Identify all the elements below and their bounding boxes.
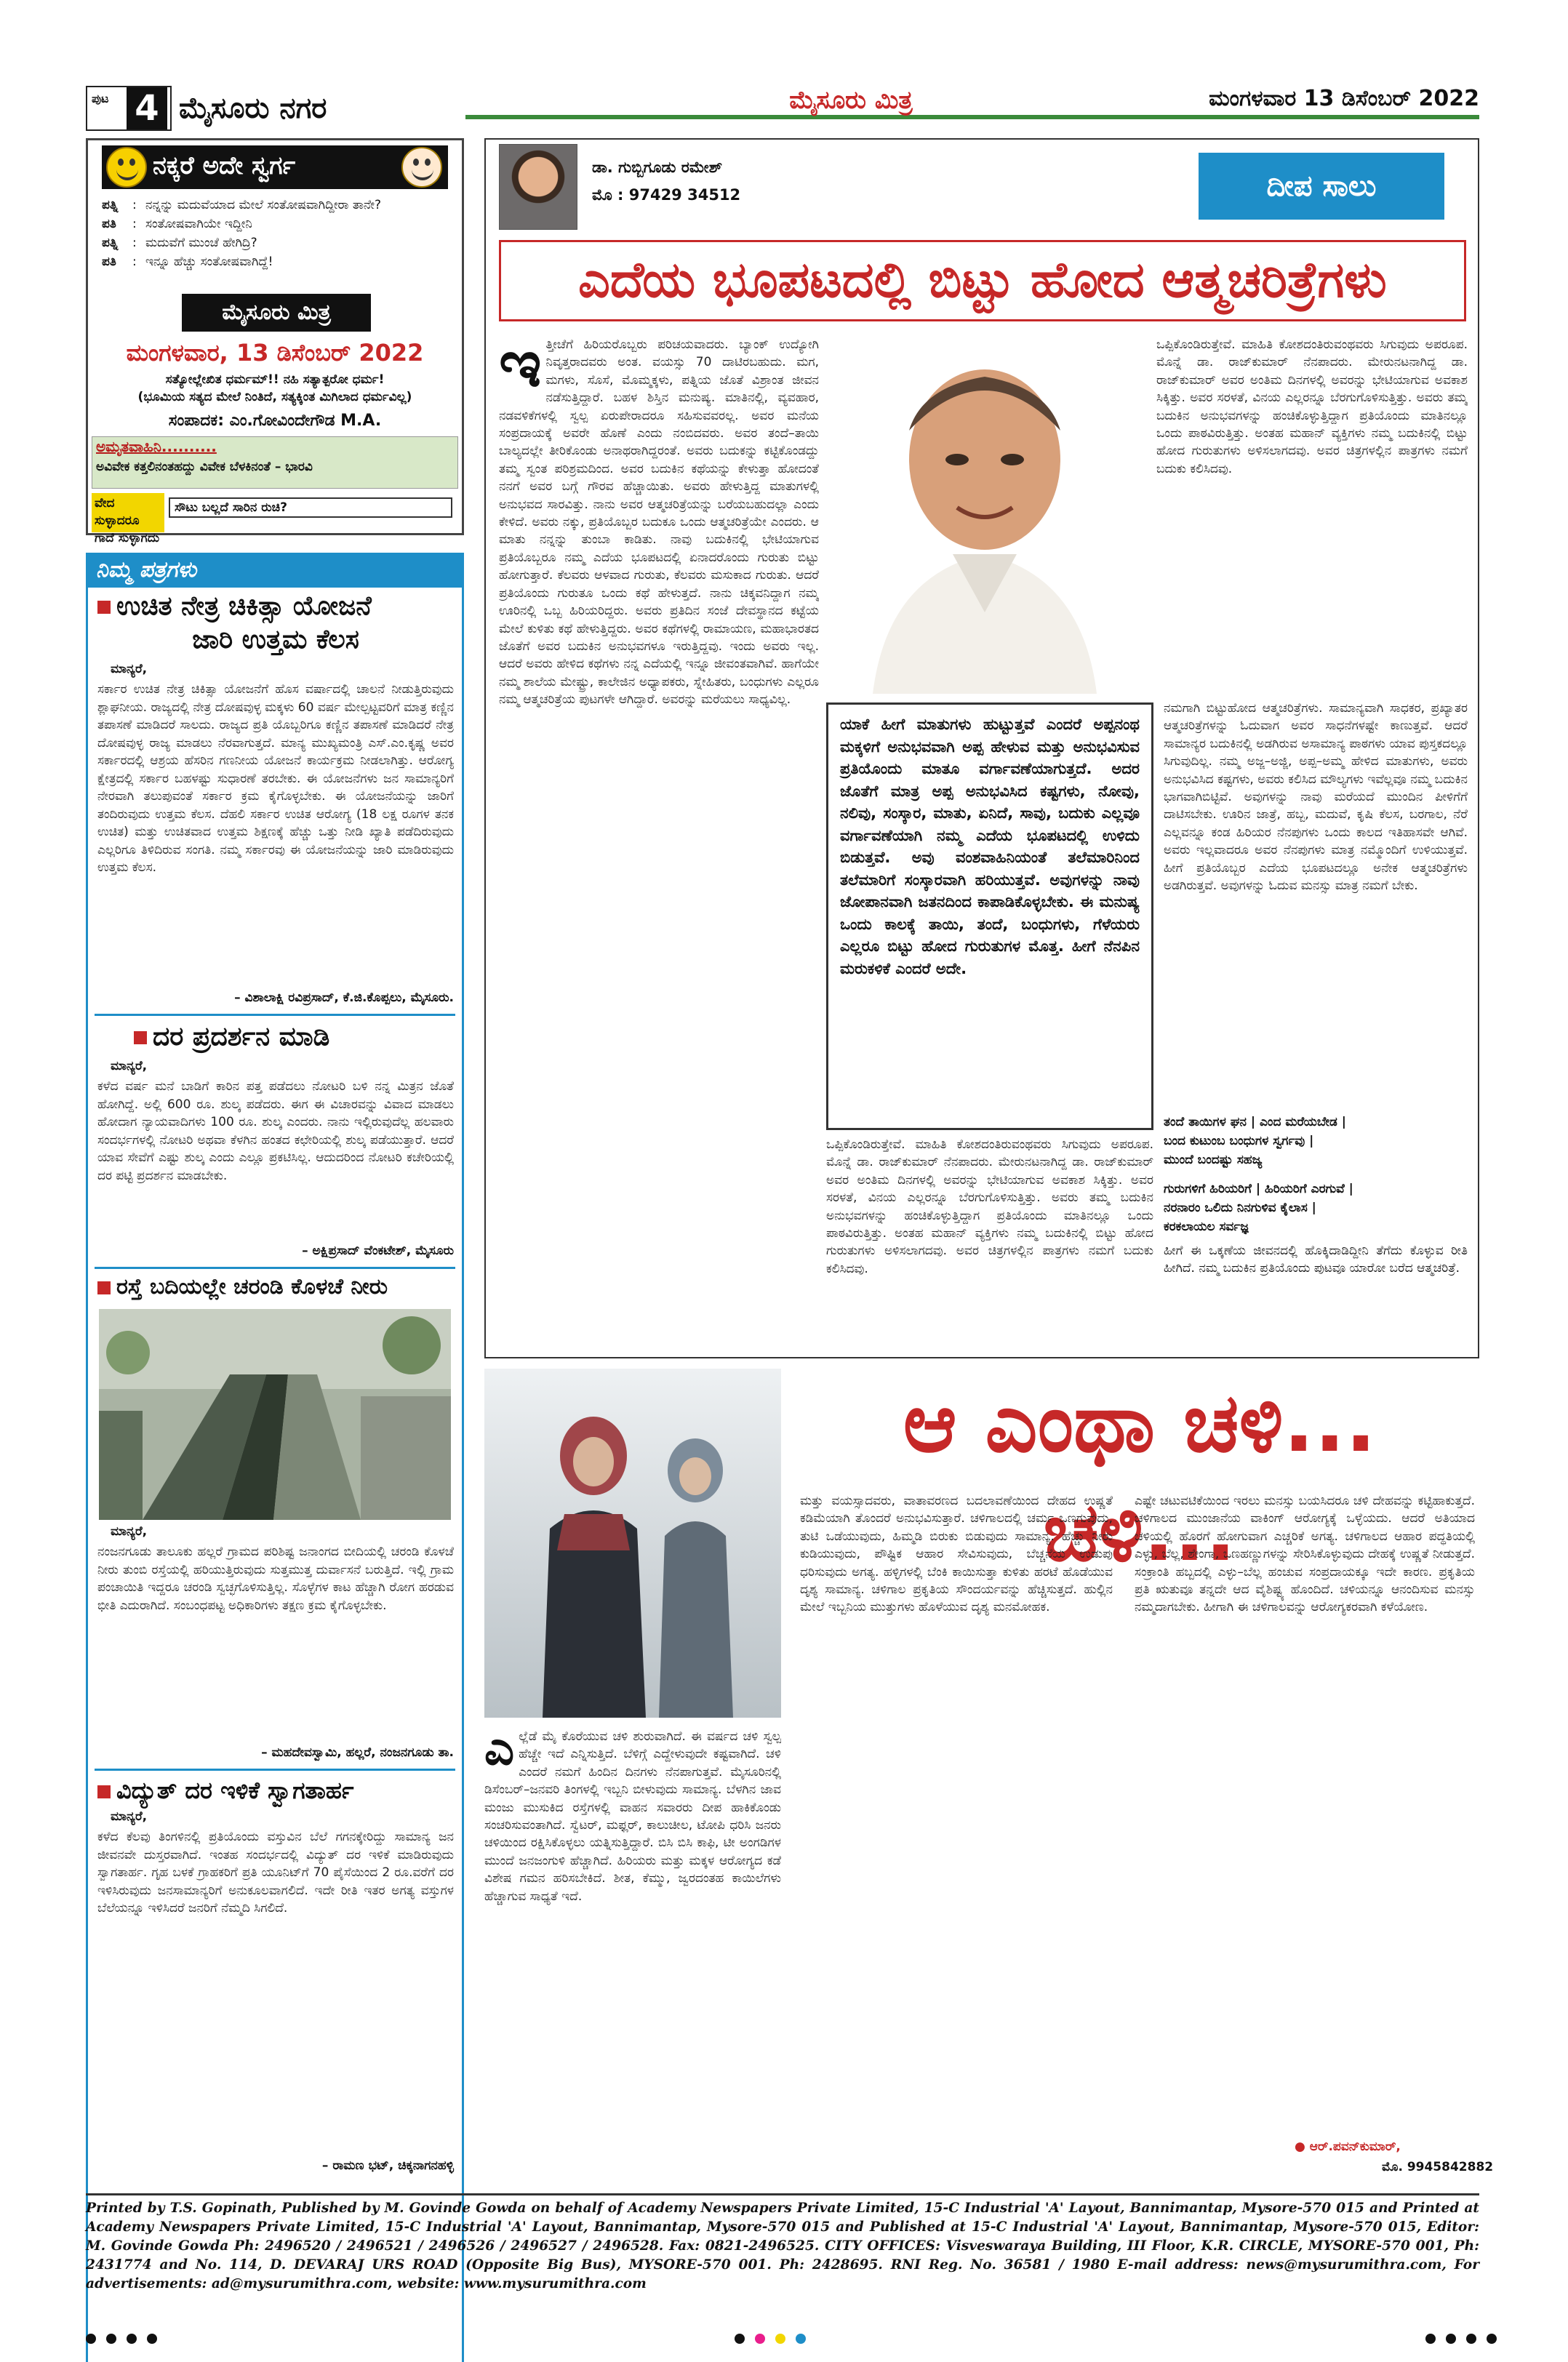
article-column-3: ನಮಗಾಗಿ ಬಿಟ್ಟುಹೋದ ಆತ್ಮಚರಿತ್ರೆಗಳು. ಸಾಮಾನ್ಯವಾಗಿ ಸಾಧಕರ, ಪ್ರಖ್ಯಾತರ ಆತ್ಮಚರಿತ್ರೆಗಳನ್ನು ಓದುವಾಗ ಅವರ ಸಾಧನೆಗಳಷ್ಟೇ ಕಾಣುತ್ತವೆ. ಆದರೆ ಸಾಮಾನ್ಯರ ಬದುಕಿನಲ್ಲಿ ಅಡಗಿರುವ ಅಸಾಮಾನ್ಯ ಪಾಠಗಳು ಯಾವ ಪುಸ್ತಕದಲ್ಲೂ ಸಿಗುವುದಿಲ್ಲ. ನಮ್ಮ ಅಜ್ಜ–ಅಜ್ಜಿ, ಅಪ್ಪ–ಅಮ್ಮ ಹೇಳಿದ ಮಾತುಗಳು, ಅವರು ಅನುಭವಿಸಿದ ಕಷ್ಟಗಳು, ಅವರು ಕಲಿಸಿದ ಮೌಲ್ಯಗಳು ಇವೆಲ್ಲವೂ ನಮ್ಮ ಬದುಕಿನ ಭಾಗವಾಗಿಬಿಟ್ಟಿವೆ. ಅವುಗಳನ್ನು ನಾವು ಮರೆಯದೆ ಮುಂದಿನ ಪೀಳಿಗೆಗೆ ದಾಟಿಸಬೇಕು. ಊರಿನ ಜಾತ್ರೆ, ಹಬ್ಬ, ಮದುವೆ, ಕೃಷಿ ಕೆಲಸ, ಬರಗಾಲ, ನೆರೆ ಎಲ್ಲವನ್ನೂ ಕಂಡ ಹಿರಿಯರ ನೆನಪುಗಳು ಒಂದು ಕಾಲದ ಇತಿಹಾಸವೇ ಆಗಿವೆ. ಅವರು ಇಲ್ಲವಾದರೂ ಅವರ ನೆನಪುಗಳು ಮಾತ್ರ ನಮ್ಮೊಂದಿಗೆ ಉಳಿಯುತ್ತವೆ. ಹೀಗೆ ಪ್ರತಿಯೊಬ್ಬರ ಎದೆಯ ಭೂಪಟದಲ್ಲೂ ಅನೇಕ ಆತ್ಮಚರಿತ್ರೆಗಳು ಅಡಗಿರುತ್ತವೆ. ಅವುಗಳನ್ನು ಓದುವ ಮನಸ್ಸು ಮಾತ್ರ ನಮಗೆ ಬೇಕು. (1164, 701, 1468, 894)
bullet-square-icon (97, 601, 111, 614)
cold-photo-illustration (484, 1369, 781, 1718)
joke-line: ಪತಿ : ಸಂತೋಷವಾಗಿಯೇ ಇದ್ದೀನಿ (102, 217, 252, 231)
cold-article-byline: ● ಆರ್.ಪವನ್‌ಕುಮಾರ್, (1295, 2139, 1401, 2154)
bullet-square-icon (97, 1281, 111, 1294)
letter-signature: – ವಿಶಾಲಾಕ್ಷಿ ರವಿಪ್ರಸಾದ್, ಕೆ.ಜಿ.ಕೊಪ್ಪಲು, ಮೈಸೂರು. (234, 990, 454, 1005)
article-portrait-photo (829, 336, 1146, 694)
joke-line: ಪತ್ನಿ : ನನ್ನನ್ನು ಮದುವೆಯಾದ ಮೇಲೆ ಸಂತೋಷವಾಗಿದ್ದೀರಾ ತಾನೇ? (102, 198, 381, 212)
paper-editor: ಸಂಪಾದಕ: ಎಂ.ಗೋವಿಂದೇಗೌಡ M.A. (168, 412, 382, 430)
letter-signature: – ಮಹದೇವಸ್ವಾಮಿ, ಹಲ್ಲರೆ, ನಂಜನಗೂಡು ತಾ. (261, 1745, 454, 1760)
article-headline: ಎದೆಯ ಭೂಪಟದಲ್ಲಿ ಬಿಟ್ಟು ಹೋದ ಆತ್ಮಚರಿತ್ರೆಗಳು (499, 240, 1466, 321)
page-label: ಪುಟ (92, 92, 109, 105)
proverb-title: ಅಮೃತವಾಹಿನಿ.......... (96, 438, 217, 455)
letter-signature: – ಅಕ್ಷಿಪ್ರಸಾದ್ ವೆಂಕಟೇಶ್, ಮೈಸೂರು (302, 1244, 454, 1258)
laughing-face-icon (106, 147, 147, 188)
letters-section-title: ನಿಮ್ಮ ಪತ್ರಗಳು (96, 557, 197, 583)
paper-date: ಮಂಗಳವಾರ, 13 ಡಿಸೆಂಬರ್ 2022 (126, 339, 424, 367)
footer-rule (86, 2193, 1479, 2195)
letter-body: ಸರ್ಕಾರ ಉಚಿತ ನೇತ್ರ ಚಿಕಿತ್ಸಾ ಯೋಜನೆಗೆ ಹೊಸ ವರ್ಷಾದಲ್ಲಿ ಚಾಲನೆ ನೀಡುತ್ತಿರುವುದು ಶ್ಲಾಘನೀಯ. ರಾಜ್ಯದಲ್ಲಿ ನೇತ್ರ ದೋಷವುಳ್ಳ ಮಕ್ಕಳು 60 ವರ್ಷ ಮೇಲ್ಪಟ್ಟವರಿಗೆ ಮಾತ್ರ ಕಣ್ಣಿನ ತಪಾಸಣೆ ಮಾಡಿದರೆ ಸಾಲದು. ರಾಜ್ಯದ ಪ್ರತಿ ಯೊಬ್ಬರಿಗೂ ಕಣ್ಣಿನ ತಪಾಸಣೆ ಮಾಡಿದರೆ ನೇತ್ರ ದೋಷವುಳ್ಳ ರಾಜ್ಯ ಮಾಡಲು ನೆರವಾಗುತ್ತದೆ. ಮಾನ್ಯ ಮುಖ್ಯಮಂತ್ರಿ ಎಸ್.ಎಂ.ಕೃಷ್ಣ ಅವರ ಸರ್ಕಾರದಲ್ಲಿ ಆಶ್ರಯ ಹೆಸರಿನ ಗಣನೀಯ ಯೋಜನೆ ಕಾರ್ಯಕ್ರಮ ನೀಡಲಾಗಿತ್ತು. ಆರೋಗ್ಯ ಕ್ಷೇತ್ರದಲ್ಲಿ ಸರ್ಕಾರ ಬಹಳಷ್ಟು ಸುಧಾರಣೆ ತರಬೇಕು. ಈ ಯೋಜನೆಗಳು ಜನ ಸಾಮಾನ್ಯರಿಗೆ ನೇರವಾಗಿ ತಲುಪುವಂತೆ ಸರ್ಕಾರ ಕ್ರಮ ಕೈಗೊಳ್ಳಬೇಕು. ಈ ಯೋಜನೆಯನ್ನು ಜಾರಿಗೆ ತಂದಿರುವುದು ಉತ್ತಮ ಕೆಲಸ. ದೆಹಲಿ ಸರ್ಕಾರ ಉಚಿತ ಆರೋಗ್ಯ (18 ಲಕ್ಷ ರೂಗಳ ತನಕ ಉಚಿತ) ಮತ್ತು ಉಚಿತವಾದ ಉತ್ತಮ ಶಿಕ್ಷಣಕ್ಕೆ ಹೆಚ್ಚು ಒತ್ತು ನೀಡಿ ಖ್ಯಾತಿ ಪಡೆದಿರುವುದು ಎಲ್ಲರಿಗೂ ತಿಳಿದಿರುವ ಸಂಗತಿ. ನಮ್ಮ ಸರ್ಕಾರವು ಈ ಯೋಜನೆಯನ್ನು ಜಾರಿ ಮಾಡಿರುವುದು ಉತ್ತಮ ಕೆಲಸ. (97, 682, 454, 875)
drain-photo-illustration (99, 1309, 451, 1520)
article-column-2: ಒಪ್ಪಿಕೊಂಡಿರುತ್ತೇವೆ. ಮಾಹಿತಿ ಕೋಶದಂತಿರುವಂಥವರು ಸಿಗುವುದು ಅಪರೂಪ. ಮೊನ್ನೆ ಡಾ. ರಾಜ್‌ಕುಮಾರ್ ನೆನಪಾದರು. ಮೇರುನಟನಾಗಿದ್ದ ಡಾ. ರಾಜ್‌ಕುಮಾರ್ ಅವರ ಅಂತಿಮ ದಿನಗಳಲ್ಲಿ ಅವರನ್ನು ಭೇಟಿಯಾಗುವ ಅವಕಾಶ ಸಿಕ್ಕಿತ್ತು. ಅವರ ಸರಳತೆ, ವಿನಯ ಎಲ್ಲರನ್ನೂ ಬೆರಗುಗೊಳಿಸುತ್ತಿತ್ತು. ಅವರು ತಮ್ಮ ಬದುಕಿನ ಅನುಭವಗಳನ್ನು ಹಂಚಿಕೊಳ್ಳುತ್ತಿದ್ದಾಗ ಪ್ರತಿಯೊಂದು ಮಾತಿನಲ್ಲೂ ಒಂದು ಪಾಠವಿರುತ್ತಿತ್ತು. ಅಂತಹ ಮಹಾನ್ ವ್ಯಕ್ತಿಗಳು ನಮ್ಮ ಬದುಕಿನಲ್ಲಿ ಬಿಟ್ಟು ಹೋದ ಗುರುತುಗಳು ಅಳಿಸಲಾಗದವು. ಅವರ ಚಿತ್ರಗಳಲ್ಲಿನ ಪಾತ್ರಗಳು ನಮಗೆ ಬದುಕು ಕಲಿಸಿದವು. (1156, 337, 1468, 476)
cold-article-column-2: ಮತ್ತು ವಯಸ್ಸಾದವರು, ವಾತಾವರಣದ ಬದಲಾವಣೆಯಿಂದ ದೇಹದ ಉಷ್ಣತೆ ಕಡಿಮೆಯಾಗಿ ತೊಂದರೆ ಅನುಭವಿಸುತ್ತಾರೆ. ಚಳಿಗಾಲದಲ್ಲಿ ಚರ್ಮ ಒಣಗುವುದು, ತುಟಿ ಒಡೆಯುವುದು, ಹಿಮ್ಮಡಿ ಬಿರುಕು ಬಿಡುವುದು ಸಾಮಾನ್ಯ. ಹೆಚ್ಚು ನೀರು ಕುಡಿಯುವುದು, ಪೌಷ್ಟಿಕ ಆಹಾರ ಸೇವಿಸುವುದು, ಬೆಚ್ಚನೆಯ ಉಡುಪು ಧರಿಸುವುದು ಅಗತ್ಯ. ಹಳ್ಳಿಗಳಲ್ಲಿ ಬೆಂಕಿ ಕಾಯಿಸುತ್ತಾ ಕುಳಿತು ಹರಟೆ ಹೊಡೆಯುವ ದೃಶ್ಯ ಸಾಮಾನ್ಯ. ಚಳಿಗಾಲ ಪ್ರಕೃತಿಯ ಸೌಂದರ್ಯವನ್ನು ಹೆಚ್ಚಿಸುತ್ತದೆ. ಹುಲ್ಲಿನ ಮೇಲೆ ಇಬ್ಬನಿಯ ಮುತ್ತುಗಳು ಹೊಳೆಯುವ ದೃಶ್ಯ ಮನಮೋಹಕ. (800, 1494, 1113, 1615)
letter-salutation: ಮಾನ್ಯರೆ, (111, 662, 148, 676)
letter-salutation: ಮಾನ್ಯರೆ, (111, 1059, 148, 1073)
drop-cap: ಇ (499, 336, 542, 402)
issue-date: ಮಂಗಳವಾರ 13 ಡಿಸೆಂಬರ್ 2022 (1209, 86, 1479, 111)
letter-title: ಉಚಿತ ನೇತ್ರ ಚಿಕಿತ್ಸಾ ಯೋಜನೆ (97, 590, 454, 622)
registration-marks-center (735, 2333, 816, 2347)
cold-article-headline: ಆ ಎಂಥಾ ಚಳಿ... ಚಳಿ... (903, 1376, 1377, 1580)
author-phone: ಮೊ : 97429 34512 (592, 186, 741, 204)
letter-divider (95, 1769, 455, 1771)
letter-salutation: ಮಾನ್ಯರೆ, (111, 1809, 148, 1824)
proverb-text: ಅವಿವೇಕ ಕತ್ತಲಿನಂತಹದ್ದು ವಿವೇಕ ಬೆಳಕಿನಂತೆ – ಭಾರವಿ (96, 460, 313, 474)
letter-divider (95, 1267, 455, 1269)
letter-salutation: ಮಾನ್ಯರೆ, (111, 1524, 148, 1539)
cold-article-column-3: ಎಷ್ಟೇ ಚಟುವಟಿಕೆಯಿಂದ ಇರಲು ಮನಸ್ಸು ಬಯಸಿದರೂ ಚಳಿ ದೇಹವನ್ನು ಕಟ್ಟಿಹಾಕುತ್ತದೆ. ಚಳಿಗಾಲದ ಮುಂಜಾನೆಯ ವಾಕಿಂಗ್ ಆರೋಗ್ಯಕ್ಕೆ ಒಳ್ಳೆಯದು. ಆದರೆ ಅತಿಯಾದ ಚಳಿಯಲ್ಲಿ ಹೊರಗೆ ಹೋಗುವಾಗ ಎಚ್ಚರಿಕೆ ಅಗತ್ಯ. ಚಳಿಗಾಲದ ಆಹಾರ ಪದ್ಧತಿಯಲ್ಲಿ ಎಳ್ಳು, ಬೆಲ್ಲ, ಶೇಂಗಾ, ಒಣಹಣ್ಣುಗಳನ್ನು ಸೇರಿಸಿಕೊಳ್ಳುವುದು ದೇಹಕ್ಕೆ ಉಷ್ಣತೆ ನೀಡುತ್ತದೆ. ಸಂಕ್ರಾಂತಿ ಹಬ್ಬದಲ್ಲಿ ಎಳ್ಳು–ಬೆಲ್ಲ ಹಂಚುವ ಸಂಪ್ರದಾಯಕ್ಕೂ ಇದೇ ಕಾರಣ. ಪ್ರಕೃತಿಯ ಪ್ರತಿ ಋತುವೂ ತನ್ನದೇ ಆದ ವೈಶಿಷ್ಟ್ಯ ಹೊಂದಿದೆ. ಚಳಿಯನ್ನೂ ಆನಂದಿಸುವ ಮನಸ್ಸು ನಮ್ಮದಾಗಬೇಕು. ಹೀಗಾಗಿ ಈ ಚಳಿಗಾಲವನ್ನು ಆರೋಗ್ಯಕರವಾಗಿ ಕಳೆಯೋಣ. (1135, 1494, 1475, 1615)
cold-article-column-1: ಎಲ್ಲೆಡೆ ಮೈ ಕೊರೆಯುವ ಚಳಿ ಶುರುವಾಗಿದೆ. ಈ ವರ್ಷದ ಚಳಿ ಸ್ವಲ್ಪ ಹೆಚ್ಚೇ ಇದೆ ಎನ್ನಿಸುತ್ತಿದೆ. ಬೆಳಿಗ್ಗೆ ಎದ್ದೇಳುವುದೇ ಕಷ್ಟವಾಗಿದೆ. ಚಳಿ ಎಂದರೆ ನಮಗೆ ಹಿಂದಿನ ದಿನಗಳು ನೆನಪಾಗುತ್ತವೆ. ಮೈಸೂರಿನಲ್ಲಿ ಡಿಸೆಂಬರ್–ಜನವರಿ ತಿಂಗಳಲ್ಲಿ ಇಬ್ಬನಿ ಬೀಳುವುದು ಸಾಮಾನ್ಯ. ಬೆಳಗಿನ ಜಾವ ಮಂಜು ಮುಸುಕಿದ ರಸ್ತೆಗಳಲ್ಲಿ ವಾಹನ ಸವಾರರು ದೀಪ ಹಾಕಿಕೊಂಡು ಸಂಚರಿಸುವಂತಾಗಿದೆ. ಸ್ವೆಟರ್, ಮಫ್ಲರ್, ಕಾಲುಚೀಲ, ಟೋಪಿ ಧರಿಸಿ ಜನರು ಚಳಿಯಿಂದ ರಕ್ಷಿಸಿಕೊಳ್ಳಲು ಯತ್ನಿಸುತ್ತಿದ್ದಾರೆ. ಬಿಸಿ ಬಿಸಿ ಕಾಫಿ, ಟೀ ಅಂಗಡಿಗಳ ಮುಂದೆ ಜನಜಂಗುಳಿ ಹೆಚ್ಚಾಗಿದೆ. ಹಿರಿಯರು ಮತ್ತು ಮಕ್ಕಳ ಆರೋಗ್ಯದ ಕಡೆ ವಿಶೇಷ ಗಮನ ಹರಿಸಬೇಕಿದೆ. ಶೀತ, ಕೆಮ್ಮು, ಜ್ವರದಂತಹ ಕಾಯಿಲೆಗಳು ಹೆಚ್ಚಾಗುವ ಸಾಧ್ಯತೆ ಇದೆ. (484, 1728, 781, 1904)
letter-title: ರಸ್ತೆ ಬದಿಯಲ್ಲೇ ಚರಂಡಿ ಕೊಳಚೆ ನೀರು (97, 1271, 454, 1303)
portrait-illustration (829, 336, 1146, 694)
author-photo (499, 144, 577, 230)
cold-article-byline-phone: ಮೊ. 9945842882 (1382, 2160, 1494, 2174)
joke-title-bar (102, 145, 448, 189)
page-number-badge (86, 86, 172, 131)
letters-section-header (86, 553, 464, 588)
bullet-square-icon (134, 1031, 147, 1044)
printer-imprint: Printed by T.S. Gopinath, Published by M. Govinde Gowda on behalf of Academy Newspapers Private Limited, 15-C Industrial 'A' Layout, Bannimantap, Mysore-570 015 and Printed at Academy Newspapers Private Limited, 15-C Industrial 'A' Layout, Bannimantap, Mysore-570 015 and Published at 15-C Industrial 'A' Layout, Bannimantap, Mysore-570 015, Editor: M. Govinde Gowda Ph: 2496520 / 2496521 / 2496526 / 2496527 / 2496528. Fax: 0821-2496525. CITY OFFICES: Visveswaraya Building, III Floor, K.R. CIRCLE, MYSORE-570 001, Ph: 2431774 and No. 114, D. DEVARAJ URS ROAD (Opposite Big Bus), MYSORE-570 001. Ph: 2428695. RNI Reg. No. 36581 / 1980 E-mail address: news@mysurumithra.com, For advertisements: ad@mysurumithra.com, website: www.mysurumithra.com (86, 2201, 1479, 2291)
cold-weather-photo (484, 1369, 781, 1718)
page-number: 4 (127, 87, 167, 129)
letter-body: ಕಳೆದ ಕೆಲವು ತಿಂಗಳಿನಲ್ಲಿ ಪ್ರತಿಯೊಂದು ವಸ್ತುವಿನ ಬೆಲೆ ಗಗನಕ್ಕೇರಿದ್ದು ಸಾಮಾನ್ಯ ಜನ ಜೀವನವೇ ದುಸ್ತರವಾಗಿದೆ. ಇಂತಹ ಸಂದರ್ಭದಲ್ಲಿ ವಿದ್ಯುತ್ ದರ ಇಳಿಕೆ ಮಾಡಿರುವುದು ಸ್ವಾಗತಾರ್ಹ. ಗೃಹ ಬಳಕೆ ಗ್ರಾಹಕರಿಗೆ ಪ್ರತಿ ಯೂನಿಟ್‌ಗೆ 70 ಪೈಸೆಯಿಂದ 2 ರೂ.ವರೆಗೆ ದರ ಇಳಿಸಿರುವುದು ಜನಸಾಮಾನ್ಯರಿಗೆ ಅನುಕೂಲವಾಗಲಿದೆ. ಇದೇ ರೀತಿ ಇತರ ಅಗತ್ಯ ವಸ್ತುಗಳ ಬೆಲೆಯನ್ನೂ ಇಳಿಸಿದರೆ ಜನರಿಗೆ ನೆಮ್ಮದಿ ಸಿಗಲಿದೆ. (97, 1830, 454, 1915)
poem-block: ತಂದೆ ತಾಯಿಗಳ ಘನ | ಎಂದ ಮರೆಯಬೇಡ | ಬಂದ ಕುಟುಂಬ ಬಂಧುಗಳ ಸ್ವರ್ಗವು | ಮುಂದೆ ಬಂದಷ್ಟು ಸಹಜ್ಯ ಗುರುಗಳಿಗೆ ಹಿರಿಯರಿಗೆ | ಹಿರಿಯರಿಗೆ ಎರಗುವೆ | ನರನಾರಂ ಒಲಿದು ನಿನಗುಳಿವ ಕೈಲಾಸ | ಕರಕಲಾಯಲ ಸರ್ವಜ್ಞ ಹೀಗೆ ಈ ಒಕ್ಕಣೆಯ ಜೀವನದಲ್ಲಿ ಹೊಕ್ಕಿದಾಡಿದ್ದೀನಿ ತೆಗೆದು ಕೊಳ್ಳುವ ರೀತಿ ಹೀಗಿದೆ. ನಮ್ಮ ಬದುಕಿನ ಪ್ರತಿಯೊಂದು ಪುಟವೂ ಯಾರೋ ಬರೆದ ಆತ್ಮಚರಿತ್ರೆ. (1164, 1115, 1468, 1276)
joke-line: ಪತಿ : ಇನ್ನೂ ಹೆಚ್ಚು ಸಂತೋಷವಾಗಿದ್ದೆ! (102, 255, 273, 269)
joke-line: ಪತ್ನಿ : ಮದುವೆಗೆ ಮುಂಚೆ ಹೇಗಿದ್ರಿ? (102, 236, 257, 250)
letter-signature: – ರಾಮಣ ಭಟ್, ಚಿಕ್ಕನಾಗನಹಳ್ಳಿ (321, 2158, 454, 2173)
letter-body: ಕಳೆದ ವರ್ಷ ಮನೆ ಬಾಡಿಗೆ ಕಾರಿನ ಪತ್ತ ಪಡೆದಲು ನೋಟರಿ ಬಳಿ ನನ್ನ ಮಿತ್ರನ ಜೊತೆ ಹೋಗಿದ್ದೆ. ಅಲ್ಲಿ 600 ರೂ. ಶುಲ್ಕ ಪಡೆದರು. ಈಗ ಈ ವಿಚಾರವನ್ನು ವಿವಾದ ಮಾಡಲು ಹೋದಾಗ ನ್ಯಾಯವಾದಿಗಳು 100 ರೂ. ಶುಲ್ಕ ಎಂದರು. ನಾನು ಇಲ್ಲಿರುವುದೆಲ್ಲ ಹಲವಾರು ಸಂದರ್ಭಗಳಲ್ಲಿ ನೋಟರಿ ಅಥವಾ ಕೆಳಗಿನ ಹಂತದ ಕಛೇರಿಯಲ್ಲಿ ಶುಲ್ಕ ಪಡೆಯುತ್ತಾರೆ. ಆದರೆ ಯಾವ ಸೇವೆಗೆ ಎಷ್ಟು ಶುಲ್ಕ ಎಂದು ಎಲ್ಲೂ ಪ್ರಕಟಿಸಿಲ್ಲ. ಆದುದರಿಂದ ನೋಟರಿ ಕಚೇರಿಯಲ್ಲಿ ದರ ಪಟ್ಟಿ ಪ್ರದರ್ಶನ ಮಾಡಬೇಕು. (97, 1079, 454, 1183)
letter-title-line2: ಜಾರಿ ಉತ್ತಮ ಕೆಲಸ (192, 625, 359, 654)
drain-photo (99, 1309, 451, 1520)
article-column-1: ಇತ್ತೀಚೆಗೆ ಹಿರಿಯರೊಬ್ಬರು ಪರಿಚಯವಾದರು. ಬ್ಯಾಂಕ್ ಉದ್ಯೋಗಿ ನಿವೃತ್ತರಾದವರು ಅಂತ. ವಯಸ್ಸು 70 ದಾಟಿರಬಹುದು. ಮಗ, ಮಗಳು, ಸೊಸೆ, ಮೊಮ್ಮಕ್ಕಳು, ಪತ್ನಿಯ ಜೊತೆ ವಿಶ್ರಾಂತ ಜೀವನ ನಡೆಸುತ್ತಿದ್ದಾರೆ. ಬಹಳ ಶಿಸ್ತಿನ ಮನುಷ್ಯ. ಮಾತಿನಲ್ಲಿ, ವ್ಯವಹಾರ, ನಡವಳಿಕೆಗಳಲ್ಲಿ ಸ್ವಲ್ಪ ಏರುಪೇರಾದರೂ ಸಹಿಸುವವರಲ್ಲ. ಅವರ ಮನೆಯ ಸಂಪ್ರದಾಯಕ್ಕೆ ಅವರೇ ಹೊಣೆ ಎಂದು ನಂಬಿದವರು. ಅವರ ತಂದೆ–ತಾಯಿ ಬಾಲ್ಯದಲ್ಲೇ ತೀರಿಕೊಂಡು ಅನಾಥರಾಗಿದ್ದರಂತೆ. ಅವರು ಬದುಕನ್ನು ಕಟ್ಟಿಕೊಂಡದ್ದು ತಮ್ಮ ಸ್ವಂತ ಪರಿಶ್ರಮದಿಂದ. ಅವರ ಬದುಕಿನ ಕಥೆಯನ್ನು ಕೇಳುತ್ತಾ ಹೋದಂತೆ ನನಗೆ ಅವರ ಬಗ್ಗೆ ಗೌರವ ಹೆಚ್ಚಾಯಿತು. ಅವರು ಹೇಳುತ್ತಿದ್ದ ಮಾತುಗಳಲ್ಲಿ ಅನುಭವದ ಸಾರವಿತ್ತು. ನಾನು ಅವರ ಆತ್ಮಚರಿತ್ರೆಯನ್ನು ಬರೆಯಬಹುದಲ್ಲಾ ಎಂದು ಕೇಳಿದೆ. ಅವರು ನಕ್ಕು, ಪ್ರತಿಯೊಬ್ಬರ ಬದುಕೂ ಒಂದು ಆತ್ಮಚರಿತ್ರೆಯೇ ಎಂದರು. ಆ ಮಾತು ನನ್ನನ್ನು ತುಂಬಾ ಕಾಡಿತು. ನಾವು ಬದುಕಿನಲ್ಲಿ ಭೇಟಿಯಾಗುವ ಪ್ರತಿಯೊಬ್ಬರೂ ನಮ್ಮ ಎದೆಯ ಭೂಪಟದಲ್ಲಿ ಏನಾದರೊಂದು ಗುರುತು ಬಿಟ್ಟು ಹೋಗುತ್ತಾರೆ. ಕೆಲವರು ಆಳವಾದ ಗುರುತು, ಕೆಲವರು ಮಸುಕಾದ ಗುರುತು. ಆದರೆ ಪ್ರತಿಯೊಂದು ಗುರುತೂ ಒಂದು ಕಥೆ ಹೇಳುತ್ತದೆ. ನಾನು ಚಿಕ್ಕವನಿದ್ದಾಗ ನಮ್ಮ ಊರಿನಲ್ಲಿ ಒಬ್ಬ ಹಿರಿಯರಿದ್ದರು. ಅವರು ಪ್ರತಿದಿನ ಸಂಜೆ ದೇವಸ್ಥಾನದ ಕಟ್ಟೆಯ ಮೇಲೆ ಕುಳಿತು ಕಥೆ ಹೇಳುತ್ತಿದ್ದರು. ಅವರ ಕಥೆಗಳಲ್ಲಿ ರಾಮಾಯಣ, ಮಹಾಭಾರತದ ಜೊತೆಗೆ ಅವರ ಬದುಕಿನ ಅನುಭವಗಳೂ ಇರುತ್ತಿದ್ದವು. ಇಂದು ಅವರು ಇಲ್ಲ. ಆದರೆ ಅವರು ಹೇಳಿದ ಕಥೆಗಳು ನನ್ನ ಎದೆಯಲ್ಲಿ ಇನ್ನೂ ಜೀವಂತವಾಗಿವೆ. ಹಾಗೆಯೇ ನಮ್ಮ ಶಾಲೆಯ ಮೇಷ್ಟ್ರು, ಕಾಲೇಜಿನ ಅಧ್ಯಾಪಕರು, ಸ್ನೇಹಿತರು, ಬಂಧುಗಳು ಎಲ್ಲರೂ ನಮ್ಮ ಆತ್ಮಚರಿತ್ರೆಯ ಪುಟಗಳೇ ಆಗಿದ್ದಾರೆ. ಅವರನ್ನು ಮರೆಯಲು ಸಾಧ್ಯವಿಲ್ಲ. (499, 336, 819, 708)
joke-title: ನಕ್ಕರೆ ಅದೇ ಸ್ವರ್ಗ (153, 151, 296, 180)
registration-marks-right (1425, 2333, 1507, 2347)
letter-title: ವಿದ್ಯುತ್ ದರ ಇಳಿಕೆ ಸ್ವಾಗತಾರ್ಹ (97, 1774, 454, 1806)
letter-title: ದರ ಪ್ರದರ್ಶನ ಮಾಡಿ (97, 1021, 454, 1053)
article-column-2b: ಒಪ್ಪಿಕೊಂಡಿರುತ್ತೇವೆ. ಮಾಹಿತಿ ಕೋಶದಂತಿರುವಂಥವರು ಸಿಗುವುದು ಅಪರೂಪ. ಮೊನ್ನೆ ಡಾ. ರಾಜ್‌ಕುಮಾರ್ ನೆನಪಾದರು. ಮೇರುನಟನಾಗಿದ್ದ ಡಾ. ರಾಜ್‌ಕುಮಾರ್ ಅವರ ಅಂತಿಮ ದಿನಗಳಲ್ಲಿ ಅವರನ್ನು ಭೇಟಿಯಾಗುವ ಅವಕಾಶ ಸಿಕ್ಕಿತ್ತು. ಅವರ ಸರಳತೆ, ವಿನಯ ಎಲ್ಲರನ್ನೂ ಬೆರಗುಗೊಳಿಸುತ್ತಿತ್ತು. ಅವರು ತಮ್ಮ ಬದುಕಿನ ಅನುಭವಗಳನ್ನು ಹಂಚಿಕೊಳ್ಳುತ್ತಿದ್ದಾಗ ಪ್ರತಿಯೊಂದು ಮಾತಿನಲ್ಲೂ ಒಂದು ಪಾಠವಿರುತ್ತಿತ್ತು. ಅಂತಹ ಮಹಾನ್ ವ್ಯಕ್ತಿಗಳು ನಮ್ಮ ಬದುಕಿನಲ್ಲಿ ಬಿಟ್ಟು ಹೋದ ಗುರುತುಗಳು ಅಳಿಸಲಾಗದವು. ಅವರ ಚಿತ್ರಗಳಲ್ಲಿನ ಪಾತ್ರಗಳು ನಮಗೆ ಬದುಕು ಕಲಿಸಿದವು. (826, 1137, 1153, 1276)
drop-cap: ಎ (484, 1728, 515, 1776)
letter-body: ನಂಜನಗೂಡು ತಾಲೂಕು ಹಲ್ಲರೆ ಗ್ರಾಮದ ಪರಿಶಿಷ್ಟ ಜನಾಂಗದ ಬೀದಿಯಲ್ಲಿ ಚರಂಡಿ ಕೊಳಚೆ ನೀರು ತುಂಬಿ ರಸ್ತೆಯಲ್ಲಿ ಹರಿಯುತ್ತಿರುವುದು ಸುತ್ತಮುತ್ತ ದುರ್ವಾಸನೆ ಬರುತ್ತಿದೆ. ಇಲ್ಲಿ ಗ್ರಾಮ ಪಂಚಾಯಿತಿ ಇದ್ದರೂ ಚರಂಡಿ ಸ್ವಚ್ಛಗೊಳಿಸುತ್ತಿಲ್ಲ. ಸೊಳ್ಳೆಗಳ ಕಾಟ ಹೆಚ್ಚಾಗಿ ರೋಗ ಹರಡುವ ಭೀತಿ ಎದುರಾಗಿದೆ. ಸಂಬಂಧಪಟ್ಟ ಅಧಿಕಾರಿಗಳು ತಕ್ಷಣ ಕ್ರಮ ಕೈಗೊಳ್ಳಬೇಕು. (97, 1545, 454, 1613)
pull-quote: ಯಾಕೆ ಹೀಗೆ ಮಾತುಗಳು ಹುಟ್ಟುತ್ತವೆ ಎಂದರೆ ಅಪ್ಪನಂಥ ಮಕ್ಕಳಿಗೆ ಅನುಭವವಾಗಿ ಅಪ್ಪ ಹೇಳುವ ಮತ್ತು ಅನುಭವಿಸುವ ಪ್ರತಿಯೊಂದು ಮಾತೂ ವರ್ಗಾವಣೆಯಾಗುತ್ತದೆ. ಅದರ ಜೊತೆಗೆ ಮಾತ್ರ ಅಪ್ಪ ಅನುಭವಿಸಿದ ಕಷ್ಟಗಳು, ನೋವು, ನಲಿವು, ಸಂಸ್ಕಾರ, ಮಾತು, ಏನಿದೆ, ಸಾವು, ಬದುಕು ಎಲ್ಲವೂ ವರ್ಗಾವಣೆಯಾಗಿ ನಮ್ಮ ಎದೆಯ ಭೂಪಟದಲ್ಲಿ ಉಳಿದು ಬಿಡುತ್ತವೆ. ಅವು ವಂಶವಾಹಿನಿಯಂತೆ ತಲೆಮಾರಿನಿಂದ ತಲೆಮಾರಿಗೆ ಸಂಸ್ಕಾರವಾಗಿ ಹರಿಯುತ್ತವೆ. ಅವುಗಳನ್ನು ನಾವು ಜೋಪಾನವಾಗಿ ಜತನದಿಂದ ಕಾಪಾಡಿಕೊಳ್ಳಬೇಕು. ಈ ಮನುಷ್ಯ ಒಂದು ಕಾಲಕ್ಕೆ ತಾಯಿ, ತಂದೆ, ಬಂಧುಗಳು, ಗೆಳೆಯರು ಎಲ್ಲರೂ ಬಿಟ್ಟು ಹೋದ ಗುರುತುಗಳ ಮೊತ್ತ. ಹೀಗೆ ನೆನಪಿನ ಮರುಕಳಿಕೆ ಎಂದರೆ ಅದೇ. (826, 702, 1153, 1130)
brand-logo: ಮೈಸೂರು ಮಿತ್ರ (789, 86, 913, 115)
cartoon-face-icon (401, 147, 442, 188)
quiz-label: ವೇದ ಸುಳ್ಳಾದರೂ ಗಾದೆ ಸುಳ್ಳಾಗದು (92, 493, 164, 532)
registration-marks-left (86, 2333, 167, 2347)
paper-logo: ಮೈಸೂರು ಮಿತ್ರ (182, 294, 371, 332)
paper-tagline: ಸತ್ಯೋಲ್ಲೇಖಿತ ಧರ್ಮಮ್!! ನಹಿ ಸತ್ಯಾತ್ಪರೋ ಧರ್ಮ! (ಭೂಮಿಯ ಸತ್ಯದ ಮೇಲೆ ನಿಂತಿದೆ, ಸತ್ಯಕ್ಕಿಂತ ಮಿಗಿಲಾದ ಧರ್ಮವಿಲ್ಲ) (137, 372, 412, 404)
author-name: ಡಾ. ಗುಬ್ಬಿಗೂಡು ರಮೇಶ್ (592, 159, 723, 176)
column-name-badge: ದೀಪ ಸಾಲು (1199, 153, 1444, 220)
letter-divider (95, 1014, 455, 1016)
section-name: ಮೈಸೂರು ನಗರ (179, 92, 327, 125)
quiz-question: ಸೌಟು ಬಲ್ಲದೆ ಸಾರಿನ ರುಚಿ? (169, 497, 452, 518)
bullet-square-icon (97, 1785, 111, 1798)
